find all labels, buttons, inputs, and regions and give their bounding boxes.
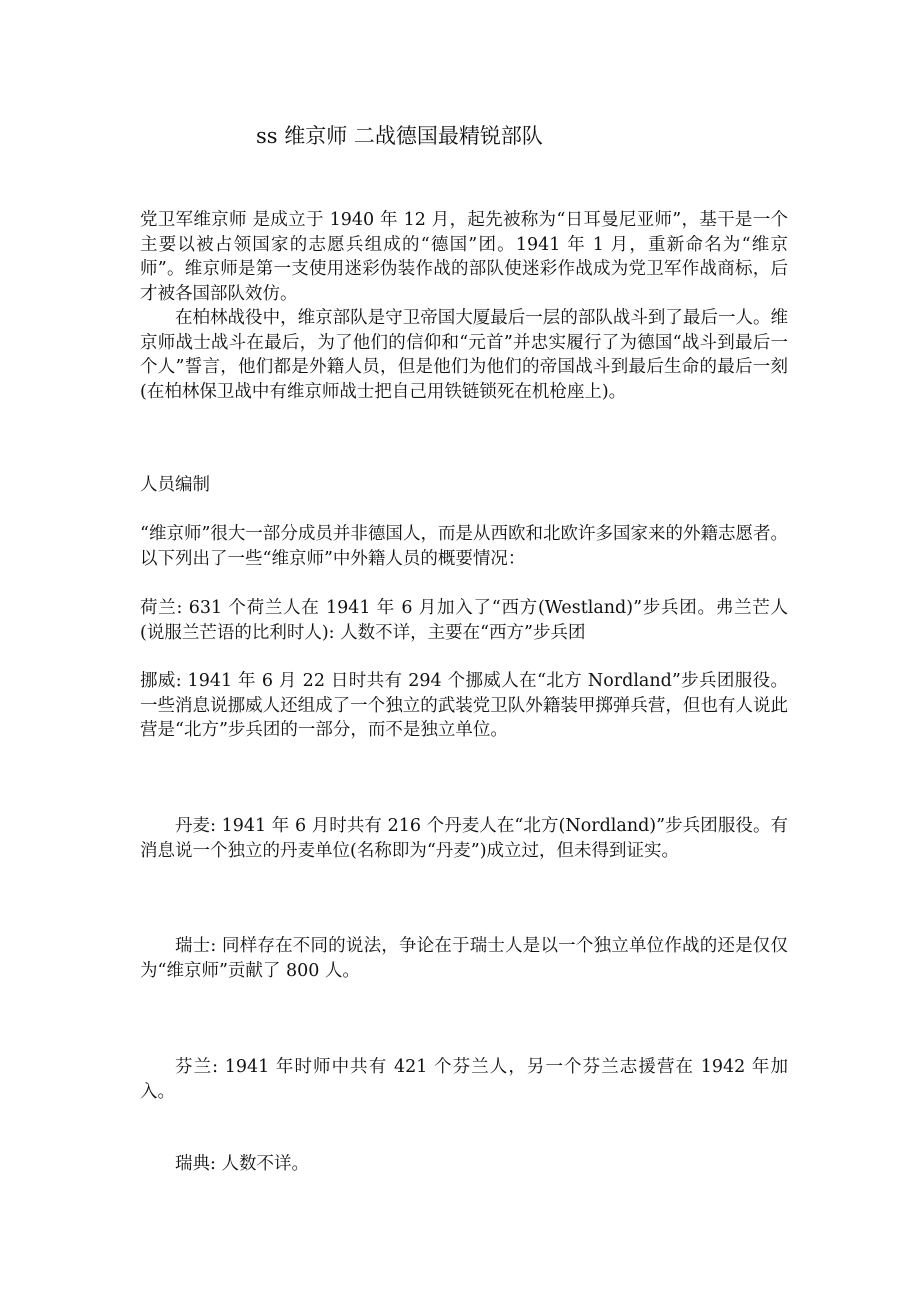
document-title: ss 维京师 二战德国最精锐部队	[256, 124, 543, 148]
intro-paragraph: 党卫军维京师 是成立于 1940 年 12 月，起先被称为“日耳曼尼亚师”，基干是一个主要以被占领国家的志愿兵组成的“德国”团。1941 年 1 月，重新命名为“维京师”。维京师是第一支使用迷彩伪装作战的部队使迷彩作战成为党卫军作战商标，后才被各国部队效仿。	[140, 210, 788, 304]
sweden-paragraph: 瑞典: 人数不详。	[175, 1154, 309, 1174]
section-heading-personnel: 人员编制	[140, 475, 210, 495]
switzerland-paragraph: 瑞士: 同样存在不同的说法，争论在于瑞士人是以一个独立单位作战的还是仅仅为“维京师”贡献了 800 人。	[140, 936, 788, 981]
netherlands-paragraph: 荷兰: 631 个荷兰人在 1941 年 6 月加入了“西方(Westland)”步兵团。弗兰芒人 (说服兰芒语的比利时人): 人数不详，主要在“西方”步兵团	[140, 598, 788, 643]
finland-paragraph: 芬兰: 1941 年时师中共有 421 个芬兰人，另一个芬兰志援营在 1942 年加入。	[140, 1057, 788, 1102]
denmark-paragraph: 丹麦: 1941 年 6 月时共有 216 个丹麦人在“北方(Nordland)”步兵团服役。有消息说一个独立的丹麦单位(名称即为“丹麦”)成立过，但未得到证实。	[140, 816, 788, 861]
berlin-battle-paragraph: 在柏林战役中，维京部队是守卫帝国大厦最后一层的部队战斗到了最后一人。维京师战士战斗在最后，为了他们的信仰和“元首”并忠实履行了为德国“战斗到最后一个人”誓言，他们都是外籍人员，但是他们为他们的帝国战斗到最后生命的最后一刻(在柏林保卫战中有维京师战士把自己用铁链锁死在机枪座上)。	[140, 308, 788, 402]
norway-paragraph: 挪威: 1941 年 6 月 22 日时共有 294 个挪威人在“北方 Nordland”步兵团服役。一些消息说挪威人还组成了一个独立的武装党卫队外籍装甲掷弹兵营，但也有人说此营是“北方”步兵团的一部分，而不是独立单位。	[140, 671, 788, 740]
overview-paragraph: “维京师”很大一部分成员并非德国人，而是从西欧和北欧许多国家来的外籍志愿者。以下列出了一些“维京师”中外籍人员的概要情况：	[140, 524, 788, 569]
